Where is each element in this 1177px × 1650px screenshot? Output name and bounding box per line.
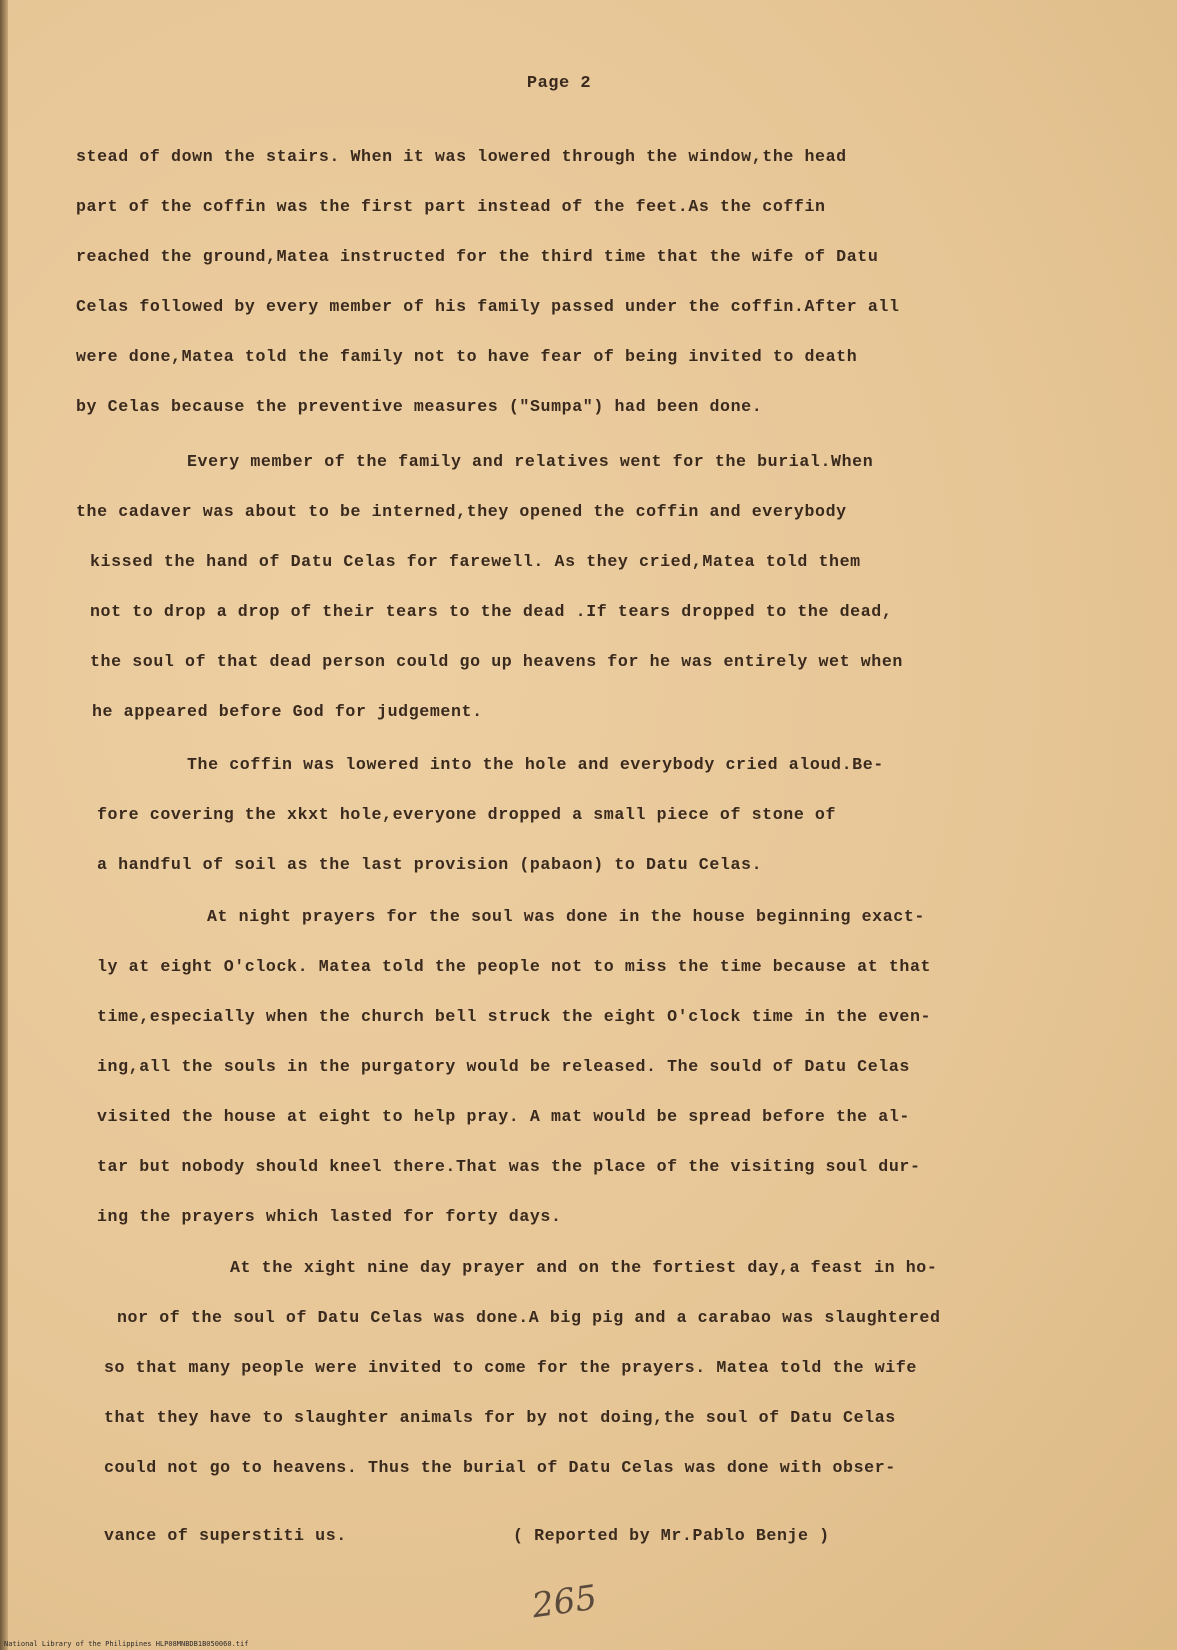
text-line: by Celas because the preventive measures ("Sumpa") had been done. bbox=[76, 397, 763, 416]
text-line: ing the prayers which lasted for forty days. bbox=[97, 1207, 562, 1226]
text-line: a handful of soil as the last provision (pabaon) to Datu Celas. bbox=[97, 855, 763, 874]
text-line: kissed the hand of Datu Celas for farewell. As they cried,Matea told them bbox=[90, 552, 861, 571]
text-line: part of the coffin was the first part instead of the feet.As the coffin bbox=[76, 197, 826, 216]
text-line: that they have to slaughter animals for by not doing,the soul of Datu Celas bbox=[104, 1408, 896, 1427]
text-line: Every member of the family and relatives went for the burial.When bbox=[187, 452, 874, 471]
text-line: fore covering the xkxt hole,everyone dropped a small piece of stone of bbox=[97, 805, 837, 824]
text-line: ly at eight O'clock. Matea told the people not to miss the time because at that bbox=[97, 957, 932, 976]
reporter-credit: ( Reported by Mr.Pablo Benje ) bbox=[513, 1526, 830, 1545]
text-line: the cadaver was about to be interned,they opened the coffin and everybody bbox=[76, 502, 847, 521]
text-line: nor of the soul of Datu Celas was done.A big pig and a carabao was slaughtered bbox=[117, 1308, 941, 1327]
text-line: vance of superstiti us. bbox=[104, 1526, 347, 1545]
text-line: stead of down the stairs. When it was lowered through the window,the head bbox=[76, 147, 847, 166]
text-line: were done,Matea told the family not to have fear of being invited to death bbox=[76, 347, 858, 366]
page-edge-shadow bbox=[0, 0, 8, 1650]
handwritten-page-number: 265 bbox=[529, 1577, 600, 1627]
text-line: At the xight nine day prayer and on the fortiest day,a feast in ho- bbox=[230, 1258, 938, 1277]
text-line: The coffin was lowered into the hole and everybody cried aloud.Be- bbox=[187, 755, 884, 774]
text-line: tar but nobody should kneel there.That was the place of the visiting soul dur- bbox=[97, 1157, 921, 1176]
text-line: Celas followed by every member of his family passed under the coffin.After all bbox=[76, 297, 900, 316]
page-number: Page 2 bbox=[526, 74, 592, 93]
text-line: he appeared before God for judgement. bbox=[92, 702, 483, 721]
text-line: the soul of that dead person could go up heavens for he was entirely wet when bbox=[90, 652, 903, 671]
text-line: so that many people were invited to come for the prayers. Matea told the wife bbox=[104, 1358, 917, 1377]
archive-footer: National Library of the Philippines HLP08MNBDB1B050060.tif bbox=[4, 1640, 249, 1648]
text-line: ing,all the souls in the purgatory would be released. The sould of Datu Celas bbox=[97, 1057, 910, 1076]
text-line: At night prayers for the soul was done in the house beginning exact- bbox=[207, 907, 925, 926]
text-line: not to drop a drop of their tears to the dead .If tears dropped to the dead, bbox=[90, 602, 893, 621]
text-line: reached the ground,Matea instructed for the third time that the wife of Datu bbox=[76, 247, 879, 266]
text-line: time,especially when the church bell struck the eight O'clock time in the even- bbox=[97, 1007, 932, 1026]
text-line: visited the house at eight to help pray. A mat would be spread before the al- bbox=[97, 1107, 910, 1126]
text-line: could not go to heavens. Thus the burial of Datu Celas was done with obser- bbox=[104, 1458, 896, 1477]
